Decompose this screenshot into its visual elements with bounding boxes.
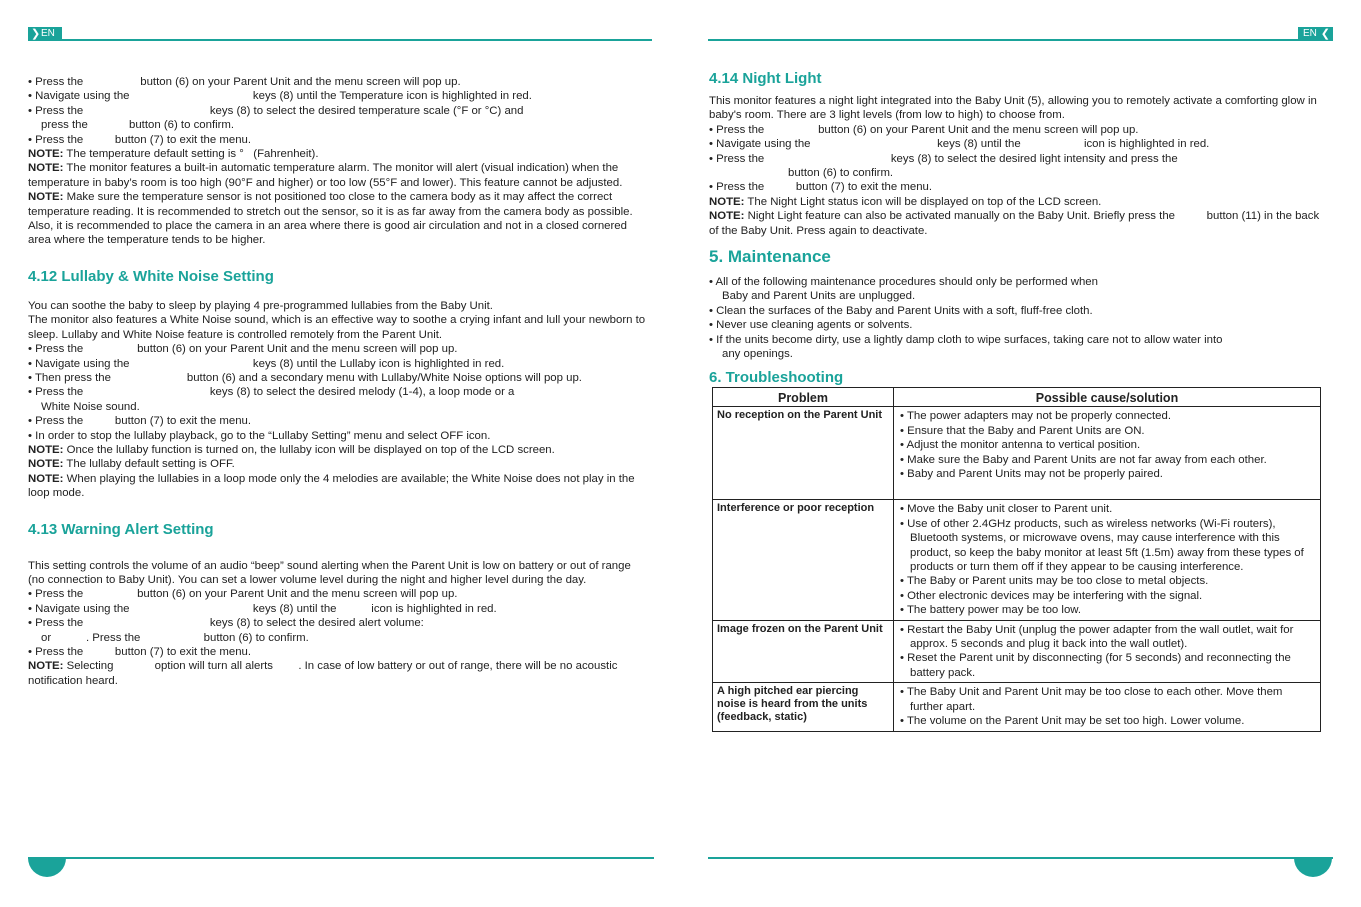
list-item: • Press the button (7) to exit the menu. [709,181,933,194]
right-column [709,70,1324,387]
note: NOTE: Once the lullaby function is turned on, the lullaby icon will be displayed on top of the LCD screen. [28,443,555,456]
list-item: • Navigate using the keys (8) until the icon is highlighted in red. [709,138,1210,151]
note: NOTE: The Night Light status icon will be displayed on top of the LCD screen. [709,195,1102,208]
list-item: • Navigate using the keys (8) until the Temperature icon is highlighted in red. [28,90,532,103]
problem-cell: No reception on the Parent Unit [713,407,894,500]
problem-cell: Image frozen on the Parent Unit [713,620,894,683]
section-heading: 4.12 Lullaby & White Noise Setting [28,267,274,285]
list-item: • All of the following maintenance procedures should only be performed when [709,276,1098,289]
left-page [0,0,680,907]
list-item: • Press the keys (8) to select the desired melody (1-4), a loop mode or a [28,386,515,399]
note: NOTE: The temperature default setting is ° (Fahrenheit). [28,148,319,161]
list-item: • Press the button (6) on your Parent Unit and the menu screen will pop up. [28,76,461,88]
list-item: press the button (6) to confirm. [41,119,235,132]
paragraph: This monitor features a night light integrated into the Baby Unit (5), allowing you to remotely activate a comforting glow in baby's room. There are 3 light levels (from low to high) to choose from. [709,95,1317,122]
top-rule-left [28,39,652,41]
solution-cell: • The Baby Unit and Parent Unit may be too close to each other. Move them further apart. • The volume on the Parent Unit may be set too high. Lower volume. [894,683,1321,731]
solution-cell: • The power adapters may not be properly connected. • Ensure that the Baby and Parent Units are ON. • Adjust the monitor antenna to vertical position. • Make sure the Baby and Parent Units are not far away from each other. • Baby and Parent Units may not be properly paired. [894,407,1321,500]
list-item: • If the units become dirty, use a lightly damp cloth to wipe surfaces, taking care not to allow water into [709,333,1223,346]
table-row [713,683,1321,731]
list-item: • Press the keys (8) to select the desired alert volume: [28,617,424,630]
list-item: button (6) to confirm. [788,167,894,180]
paragraph: This setting controls the volume of an audio “beep” sound alerting when the Parent Unit is low on battery or out of range (no connection to Baby Unit). You can set a lower volume level during the night and higher level during the day. [28,559,631,586]
note: NOTE: Selecting option will turn all alerts . In case of low battery or out of range, there will be no acoustic notification heard. [28,660,621,687]
top-rule-right [708,39,1333,41]
list-item: • In order to stop the lullaby playback, go to the “Lullaby Setting” menu and select OFF icon. [28,429,491,442]
left-column [28,75,648,688]
language-label: EN [1303,28,1317,39]
note: NOTE: Make sure the temperature sensor is not positioned too close to the camera body as it may affect the correct temperature reading. It is recommended to stretch out the sensor, so it is as far away from the camera body as possible. Also, it is recommended to place the camera in an area where there is good air circulation and not in a closed cornered area where the temperature tends to be higher. [28,191,633,247]
note: NOTE: The monitor features a built-in automatic temperature alarm. The monitor will alert (visual indication) when the temperature in baby’s room is too high (90°F and higher) or too low (55°F and lower). This feature cannot be adjusted. [28,162,623,189]
section-heading: 4.14 Night Light [709,70,822,87]
list-item: Baby and Parent Units are unplugged. [722,290,916,303]
list-item: • Press the button (6) on your Parent Unit and the menu screen will pop up. [28,343,458,356]
table-row [713,407,1321,500]
table-row [713,500,1321,620]
note: NOTE: Night Light feature can also be activated manually on the Baby Unit. Briefly press the button (11) in the back of the Baby Unit. Press again to deactivate. [709,210,1323,237]
table-row [713,620,1321,683]
bottom-rule-right [708,857,1333,859]
list-item: White Noise sound. [41,400,140,413]
list-item: or . Press the button (6) to confirm. [41,631,309,644]
note: NOTE: When playing the lullabies in a loop mode only the 4 melodies are available; the White Noise does not play in the loop mode. [28,472,635,500]
paragraph: The monitor also features a White Noise sound, which is an effective way to soothe a crying infant and lull your newborn to sleep. Lullaby and White Noise feature is controlled remotely from the Parent Unit. [28,314,646,341]
list-item: • Press the button (7) to exit the menu. [28,646,252,658]
section-heading: 4.13 Warning Alert Setting [28,520,214,538]
language-label: EN [41,28,55,39]
column-header-solution: Possible cause/solution [894,388,1321,407]
page-corner-tab-left [28,858,66,877]
list-item: • Press the button (7) to exit the menu. [28,133,252,146]
paragraph: You can soothe the baby to sleep by playing 4 pre-programmed lullabies from the Baby Unit. [28,299,493,312]
list-item: • Navigate using the keys (8) until the icon is highlighted in red. [28,602,497,615]
language-badge-left [28,27,62,41]
table-header-row [713,388,1321,407]
list-item: • Press the keys (8) to select the desired temperature scale (°F or °C) and [28,104,524,117]
list-item: any openings. [722,348,793,361]
section-heading: 5. Maintenance [709,247,831,267]
problem-cell: A high pitched ear piercing noise is heard from the units (feedback, static) [713,683,894,731]
list-item: • Press the keys (8) to select the desired light intensity and press the [709,152,1178,165]
list-item: • Never use cleaning agents or solvents. [709,319,913,332]
problem-cell: Interference or poor reception [713,500,894,620]
language-badge-right [1298,27,1333,41]
list-item: • Then press the button (6) and a secondary menu with Lullaby/White Noise options will pop up. [28,371,582,384]
solution-cell: • Move the Baby unit closer to Parent unit. • Use of other 2.4GHz products, such as wireless networks (Wi-Fi routers), Bluetooth systems, or microwave ovens, may cause interference with this product, so keep the baby monitor at least 5ft (1.5m) away from these types of products or turn them off if they appear to be causing interference. • The Baby or Parent units may be too close to metal objects. • Other electronic devices may be interfering with the signal. • The battery power may be too low. [894,500,1321,620]
chevron-left-icon: ❮ [1320,28,1330,40]
troubleshooting-table [712,387,1321,732]
note: NOTE: The lullaby default setting is OFF. [28,458,235,471]
bottom-rule-left [28,857,654,859]
column-header-problem: Problem [713,388,894,407]
list-item: • Press the button (6) on your Parent Unit and the menu screen will pop up. [28,588,458,601]
list-item: • Clean the surfaces of the Baby and Parent Units with a soft, fluff-free cloth. [709,304,1093,317]
chevron-right-icon: ❯ [31,28,41,40]
section-heading: 6. Troubleshooting [709,368,844,386]
solution-cell: • Restart the Baby Unit (unplug the power adapter from the wall outlet, wait for approx. 5 seconds and plug it back into the wall outlet). • Reset the Parent unit by disconnecting (for 5 seconds) and reconnecting the battery pack. [894,620,1321,683]
list-item: • Press the button (7) to exit the menu. [28,415,252,428]
list-item: • Navigate using the keys (8) until the Lullaby icon is highlighted in red. [28,357,505,370]
list-item: • Press the button (6) on your Parent Unit and the menu screen will pop up. [709,123,1139,136]
